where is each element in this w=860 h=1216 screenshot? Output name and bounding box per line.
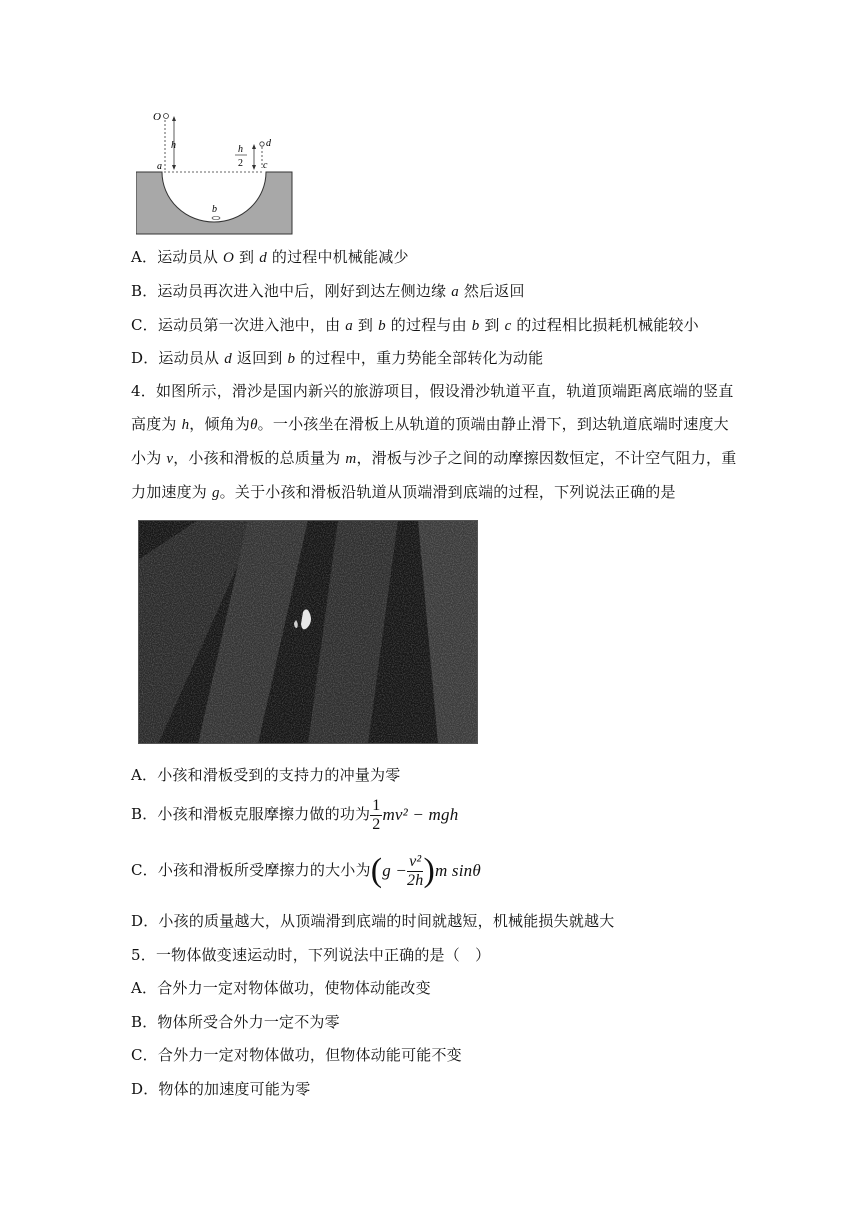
q3-option-b: B．运动员再次进入池中后，刚好到达左侧边缘 a 然后返回 <box>131 282 525 300</box>
q4-option-b: B．小孩和滑板克服摩擦力做的功为 $\frac{1}{2}$ mv² − mgh <box>131 796 459 833</box>
q3-option-a: A．运动员从 O 到 d 的过程中机械能减少 <box>131 248 409 266</box>
fraction-v2-over-2h: $\frac{\text{v²}}{2h}$ <box>407 852 424 889</box>
halfpipe-diagram <box>136 110 296 236</box>
q4-stem-line4: 力加速度为 g。关于小孩和滑板沿轨道从顶端滑到底端的过程，下列说法正确的是 <box>131 483 676 501</box>
q4-option-a: A．小孩和滑板受到的支持力的冲量为零 <box>131 766 401 784</box>
fraction-one-half: $\frac{1}{2}$ <box>372 796 381 833</box>
label-h: h <box>171 140 176 151</box>
q4-stem-line2: 高度为 h，倾角为θ。一小孩坐在滑板上从轨道的顶端由静止滑下，到达轨道底端时速度大 <box>131 415 729 433</box>
q3-option-d: D．运动员从 d 返回到 b 的过程中，重力势能全部转化为动能 <box>131 349 544 367</box>
q4-stem-line3: 小为 v，小孩和滑板的总质量为 m，滑板与沙子之间的动摩擦因数恒定，不计空气阻力，重 <box>131 449 737 467</box>
sand-slide-photo <box>138 520 478 744</box>
paren-open: ( <box>370 852 383 889</box>
q4-stem-line1: 4．如图所示，滑沙是国内新兴的旅游项目，假设滑沙轨道平直，轨道顶端距离底端的竖直 <box>131 382 734 400</box>
label-h-half-den: 2 <box>238 158 243 169</box>
q4-option-c: C．小孩和滑板所受摩擦力的大小为(g − $\frac{\text{v²}}{2h}$ )m sinθ <box>131 852 481 889</box>
label-b: b <box>212 204 217 215</box>
label-c: c <box>263 160 268 171</box>
q4-option-d: D．小孩的质量越大，从顶端滑到底端的时间就越短，机械能损失就越大 <box>131 912 615 930</box>
label-O: O <box>153 111 161 123</box>
label-a: a <box>157 161 162 172</box>
q5-option-b: B．物体所受合外力一定不为零 <box>131 1013 340 1031</box>
label-d: d <box>266 138 271 149</box>
q5-option-d: D．物体的加速度可能为零 <box>131 1080 311 1098</box>
q3-option-c: C．运动员第一次进入池中，由 a 到 b 的过程与由 b 到 c 的过程相比损耗机械能较小 <box>131 316 699 334</box>
paren-close: ) <box>423 852 435 889</box>
q5-option-c: C．合外力一定对物体做功，但物体动能可能不变 <box>131 1046 462 1064</box>
label-h-half-num: h <box>238 144 243 155</box>
q5-stem: 5．一物体做变速运动时，下列说法中正确的是（ ） <box>131 946 491 964</box>
q5-option-a: A．合外力一定对物体做功，使物体动能改变 <box>131 979 431 997</box>
